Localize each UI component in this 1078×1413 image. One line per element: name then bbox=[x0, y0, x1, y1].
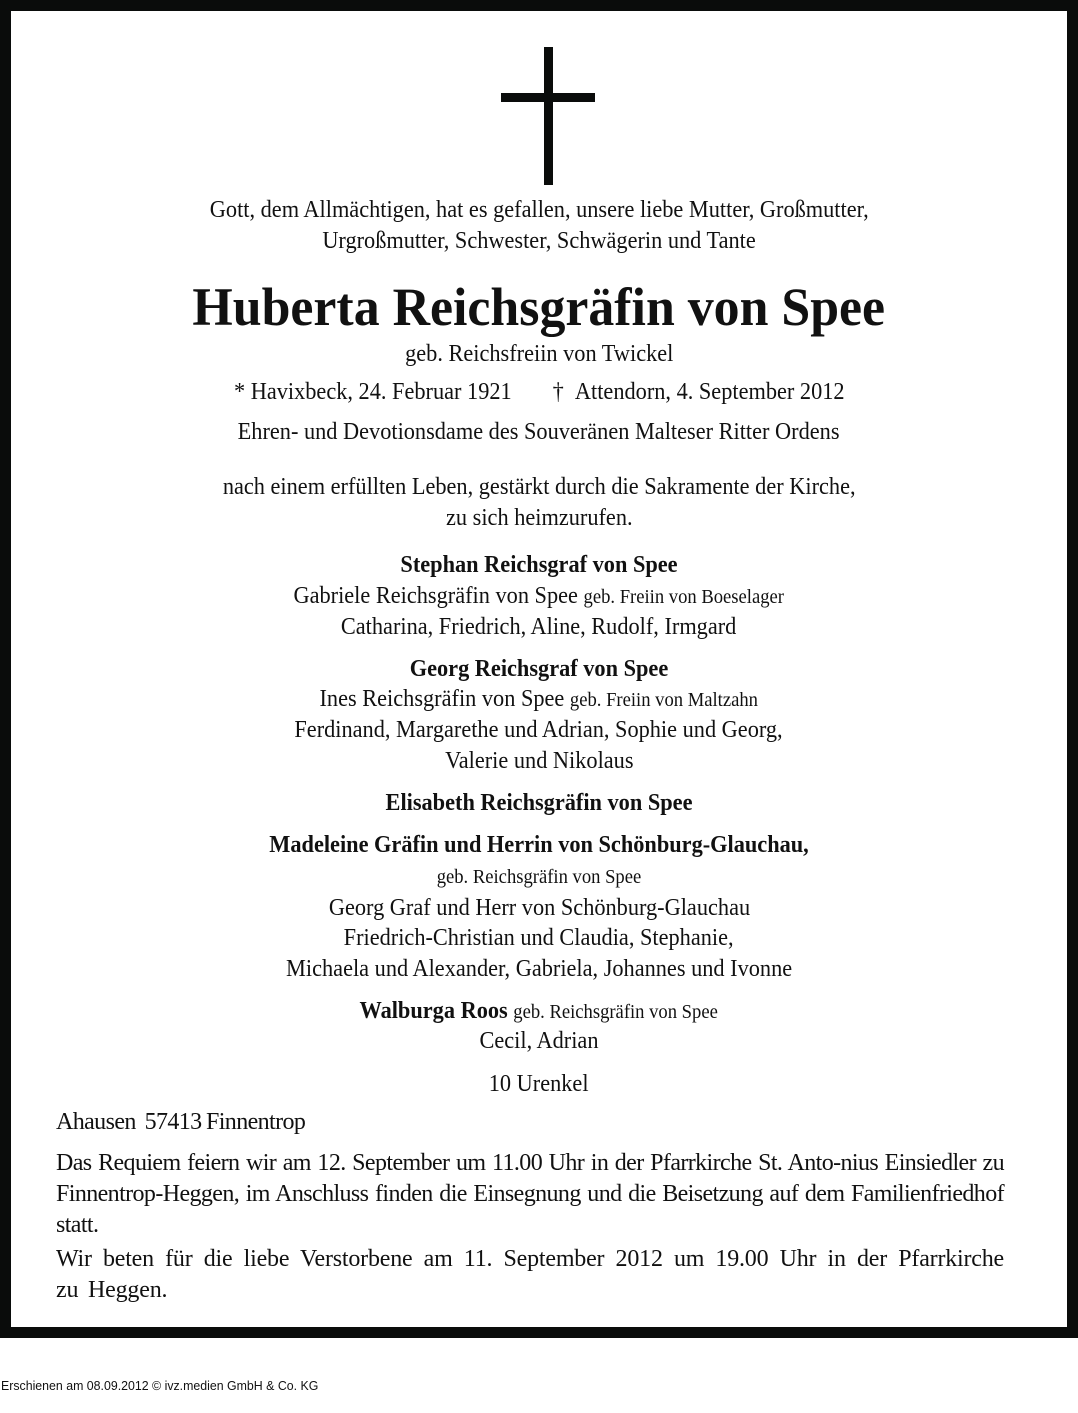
life-dates bbox=[0, 380, 1078, 404]
honour-title: Ehren- und Devotionsdame des Souveränen Malteser Ritter Ordens bbox=[238, 419, 840, 445]
mourner-elisabeth-name: Elisabeth Reichsgräfin von Spee bbox=[385, 790, 693, 816]
mourner-stephan-children: Catharina, Friedrich, Aline, Rudolf, Irmgard bbox=[341, 614, 737, 640]
closing-line-1: nach einem erfüllten Leben, gestärkt durch die Sakramente der Kirche, bbox=[222, 474, 856, 500]
requiem-paragraph: Das Requiem feiern wir am 12. September um 11.00 Uhr in der Pfarrkirche St. Anto-nius Einsiedler zu Finnentrop-Heggen, im Anschluss finden die Einsegnung und die Beisetzung auf dem Familienfriedhof statt. bbox=[56, 1150, 1004, 1238]
walburga-name: Walburga Roos bbox=[359, 998, 509, 1024]
great-grandchildren: 10 Urenkel bbox=[489, 1071, 589, 1097]
mourner-madeleine-children-1: Friedrich-Christian und Claudia, Stephanie, bbox=[344, 925, 734, 951]
spouse-birth-name: geb. Freiin von Maltzahn bbox=[570, 689, 759, 711]
closing-line-2: zu sich heimzurufen. bbox=[445, 505, 633, 531]
cross-icon-bar bbox=[501, 93, 595, 102]
mourner-madeleine-geb: geb. Reichsgräfin von Spee bbox=[436, 866, 642, 888]
mourner-georg-spouse bbox=[0, 687, 1078, 711]
birth-date: * Havixbeck, 24. Februar 1921 bbox=[233, 379, 512, 405]
mourner-madeleine-spouse: Georg Graf und Herr von Schönburg-Glauchau bbox=[328, 895, 750, 921]
mourner-georg-children-1: Ferdinand, Margarethe und Adrian, Sophie und Georg, bbox=[294, 717, 784, 743]
prayer-paragraph: Wir beten für die liebe Verstorbene am 11. September 2012 um 19.00 Uhr in der Pfarrkirche zu Heggen. bbox=[56, 1246, 1004, 1303]
cross-icon bbox=[544, 47, 553, 185]
mourner-madeleine-name: Madeleine Gräfin und Herrin von Schönburg-Glauchau, bbox=[269, 832, 809, 858]
mourner-georg-name: Georg Reichsgraf von Spee bbox=[409, 656, 669, 682]
birth-name: geb. Reichsfreiin von Twickel bbox=[404, 341, 674, 367]
mourner-walburga bbox=[0, 999, 1078, 1023]
spouse-birth-name: geb. Freiin von Boeselager bbox=[583, 586, 785, 608]
address: Ahausen 57413 Finnentrop bbox=[56, 1109, 306, 1135]
spouse-name: Gabriele Reichsgräfin von Spee bbox=[293, 583, 579, 609]
mourner-stephan-spouse bbox=[0, 584, 1078, 608]
mourner-stephan-name: Stephan Reichsgraf von Spee bbox=[400, 552, 678, 578]
death-symbol: † bbox=[552, 379, 564, 405]
walburga-birth-name: geb. Reichsgräfin von Spee bbox=[513, 1001, 719, 1023]
spouse-name: Ines Reichsgräfin von Spee bbox=[319, 686, 565, 712]
intro-line-1: Gott, dem Allmächtigen, hat es gefallen, unsere liebe Mutter, Großmutter, bbox=[209, 197, 869, 223]
deceased-name: Huberta Reichsgräfin von Spee bbox=[192, 277, 886, 337]
intro-line-2: Urgroßmutter, Schwester, Schwägerin und Tante bbox=[322, 228, 756, 254]
mourner-georg-children-2: Valerie und Nikolaus bbox=[444, 748, 634, 774]
mourner-walburga-children: Cecil, Adrian bbox=[479, 1028, 599, 1054]
mourner-madeleine-children-2: Michaela und Alexander, Gabriela, Johannes und Ivonne bbox=[285, 956, 793, 982]
publication-footer: Erschienen am 08.09.2012 © ivz.medien GmbH & Co. KG bbox=[1, 1378, 319, 1393]
death-date: Attendorn, 4. September 2012 bbox=[574, 379, 845, 405]
